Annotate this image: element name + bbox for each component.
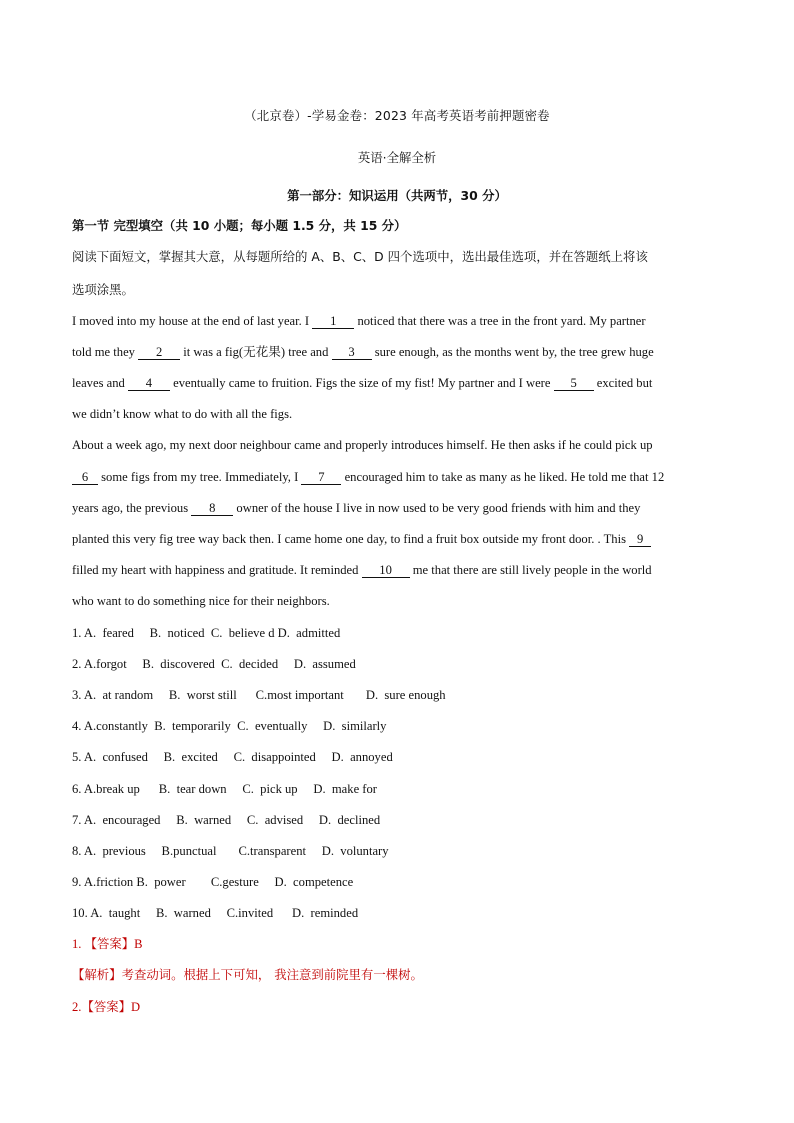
blank-7: 7	[301, 470, 341, 485]
blank-8: 8	[191, 501, 233, 516]
passage-line-8	[72, 531, 732, 547]
section-heading: 第一节 完型填空（共 10 小题；每小题 1.5 分，共 15 分）	[72, 218, 407, 233]
passage-line-7	[72, 500, 732, 516]
passage-text: noticed that there was a tree in the front yard. My partner	[357, 314, 646, 328]
option-row-10: 10. A. taught B. warned C.invited D. reminded	[72, 906, 359, 920]
blank-2: 2	[138, 345, 180, 360]
passage-line-6	[72, 469, 732, 485]
passage-line-1	[72, 313, 732, 329]
blank-5: 5	[554, 376, 594, 391]
passage-text: eventually came to fruition. Figs the size of my fist! My partner and I were	[173, 376, 551, 390]
answer-value: D	[131, 1000, 141, 1014]
passage-line-9	[72, 562, 732, 578]
instruction-line-2: 选项涂黑。	[72, 282, 134, 297]
passage-line-10: who want to do something nice for their neighbors.	[72, 594, 330, 608]
answer-2	[72, 999, 732, 1015]
passage-line-3	[72, 375, 732, 391]
answer-tag: 【答案】	[81, 999, 132, 1014]
document-title: （北京卷）-学易金卷：2023 年高考英语考前押题密卷	[244, 108, 550, 123]
option-row-1: 1. A. feared B. noticed C. believe d D. admitted	[72, 626, 341, 640]
passage-text: sure enough, as the months went by, the tree grew huge	[374, 345, 654, 359]
passage-text: owner of the house I live in now used to be very good friends with him and they	[236, 501, 641, 515]
document-subtitle: 英语·全解全析	[357, 150, 437, 165]
option-row-3: 3. A. at random B. worst still C.most important D. sure enough	[72, 688, 446, 702]
explanation-tag: 【解析】	[72, 967, 122, 982]
passage-line-4: we didn’t know what to do with all the figs.	[72, 407, 293, 421]
answer-value: B	[134, 937, 143, 951]
answer-1	[72, 936, 732, 952]
blank-4: 4	[128, 376, 170, 391]
passage-text: excited but	[596, 376, 653, 390]
passage-line-5: About a week ago, my next door neighbour came and properly introduces himself. He then asks if he could pick up	[72, 438, 653, 452]
option-row-8: 8. A. previous B.punctual C.transparent D. voluntary	[72, 844, 389, 858]
answer-tag: 【答案】	[84, 936, 135, 951]
option-row-4: 4. A.constantly B. temporarily C. eventually D. similarly	[72, 719, 387, 733]
passage-line-2	[72, 344, 732, 360]
passage-text: me that there are still lively people in the world	[412, 563, 652, 577]
passage-text: years ago, the previous	[72, 501, 192, 515]
part-heading: 第一部分：知识运用（共两节，30 分）	[287, 188, 507, 203]
blank-3: 3	[332, 345, 372, 360]
passage-text: it was a fig(无花果) tree and	[183, 345, 332, 359]
blank-9: 9	[629, 532, 651, 547]
explanation-1	[72, 967, 732, 983]
option-row-6: 6. A.break up B. tear down C. pick up D. make for	[72, 782, 377, 796]
passage-text: encouraged him to take as many as he liked. He told me that 12	[344, 470, 665, 484]
passage-text: filled my heart with happiness and gratitude. It reminded	[72, 563, 362, 577]
option-row-7: 7. A. encouraged B. warned C. advised D. declined	[72, 813, 381, 827]
answer-number: 2.	[72, 1000, 82, 1014]
instruction-line-1: 阅读下面短文，掌握其大意，从每题所给的 A、B、C、D 四个选项中，选出最佳选项，并在答题纸上将该	[72, 249, 648, 264]
passage-text: I moved into my house at the end of last year. I	[72, 314, 313, 328]
blank-10: 10	[362, 563, 410, 578]
option-row-9: 9. A.friction B. power C.gesture D. competence	[72, 875, 354, 889]
passage-text: some figs from my tree. Immediately, I	[101, 470, 302, 484]
option-row-2: 2. A.forgot B. discovered C. decided D. assumed	[72, 657, 356, 671]
passage-text: leaves and	[72, 376, 128, 390]
answer-number: 1.	[72, 937, 85, 951]
blank-6: 6	[72, 470, 98, 485]
explanation-text: 考查动词。根据上下可知， 我注意到前院里有一棵树。	[121, 967, 423, 982]
blank-1: 1	[312, 314, 354, 329]
option-row-5: 5. A. confused B. excited C. disappointed D. annoyed	[72, 750, 393, 764]
passage-text: planted this very fig tree way back then. I came home one day, to find a fruit box outside my front door. . This	[72, 532, 630, 546]
passage-text: told me they	[72, 345, 139, 359]
